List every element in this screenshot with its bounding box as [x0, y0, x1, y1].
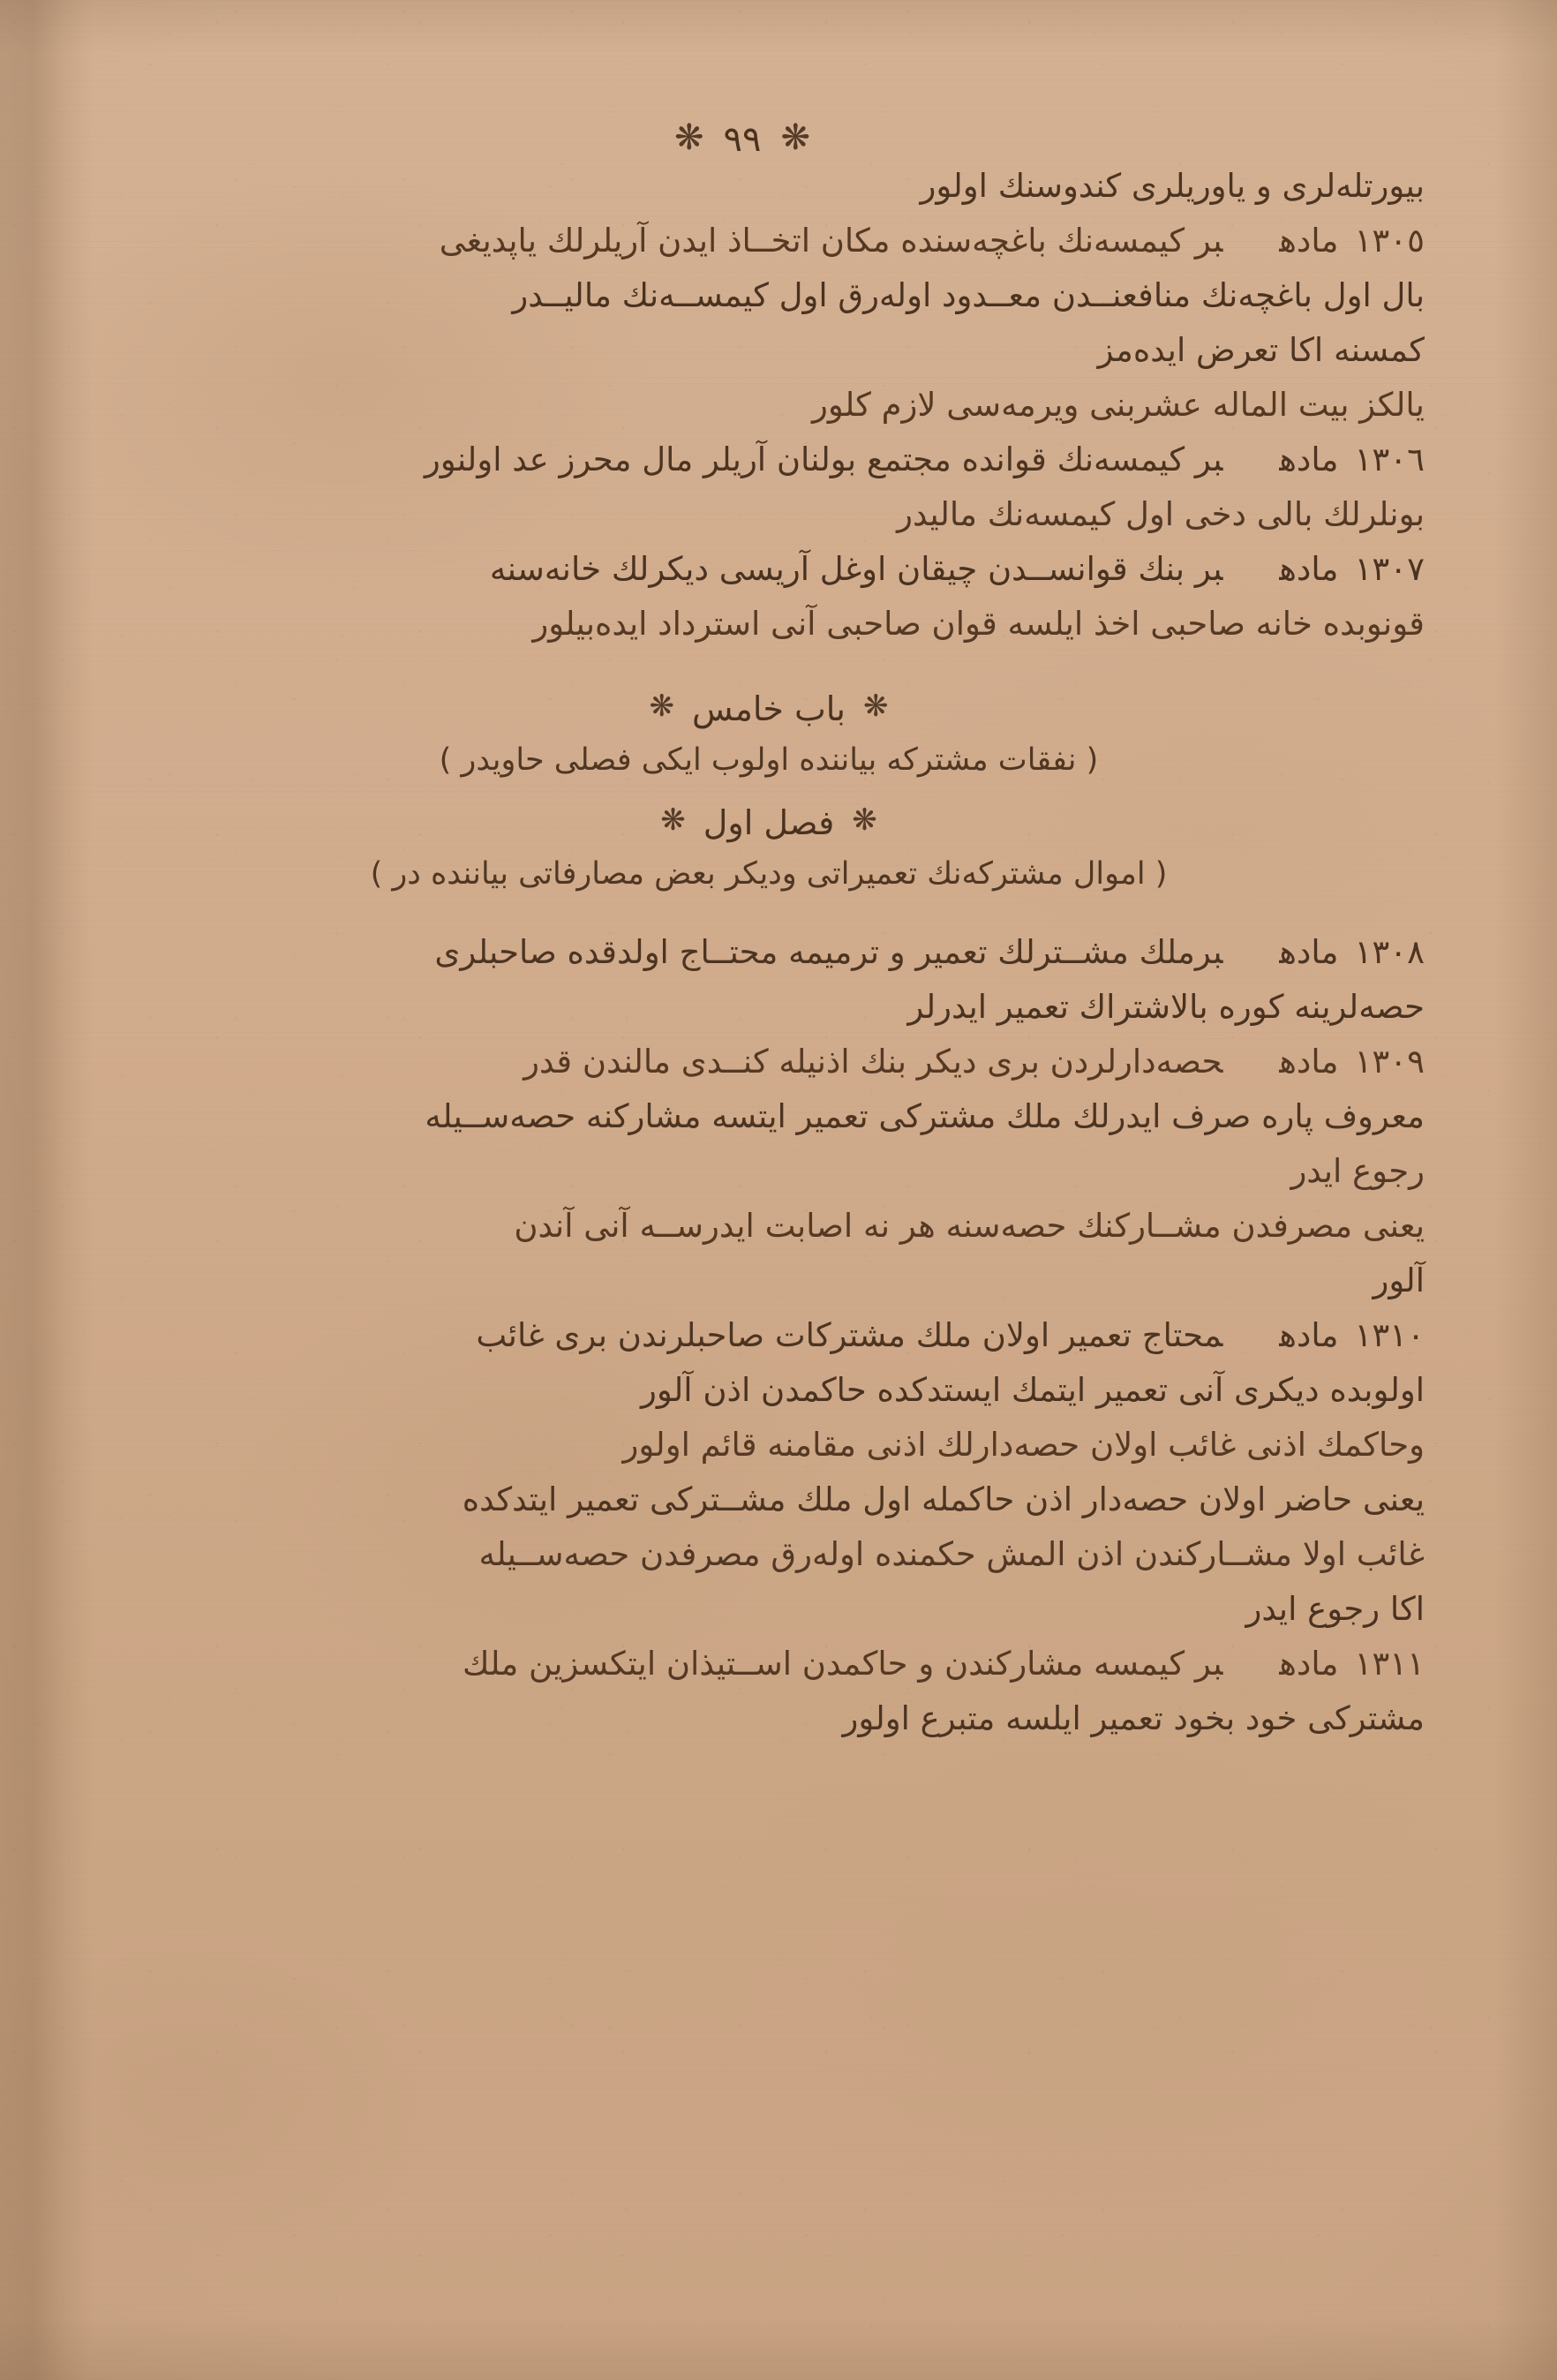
body-line: معروف پاره صرف ایدرلك ملك مشتركی تعمیر ایتسه مشاركنه حصه‌ســیله	[425, 1097, 1425, 1135]
article-number: ١٣٠٧	[1354, 550, 1425, 588]
article-number: ١٣٠٩	[1354, 1043, 1425, 1081]
article-text: بر کیمسه‌نك قوانده مجتمع بولنان آریلر مال محرز عد اولنور	[424, 441, 1223, 478]
section-heading-subtitle: ( اموال مشتركه‌نك تعمیراتی ودیكر بعض مصارفاتی بیاننده در )	[370, 856, 1168, 892]
article-number: ١٣٠٨	[1354, 933, 1425, 971]
body-line: کمسنه اكا تعرض ایدەمز	[1097, 331, 1425, 369]
section-heading	[166, 802, 1425, 842]
page-edge-shadow-bottom	[0, 2318, 1557, 2380]
floral-ornament-icon: ❋	[660, 802, 686, 838]
article-opening-line	[166, 550, 1425, 588]
article-opening-line	[166, 1316, 1425, 1354]
body-line: بال اول باغچه‌نك منافعنــدن معــدود اولەرق اول کیمســه‌نك مالیــدر	[512, 276, 1425, 314]
article-keyword: ماده	[1279, 1316, 1339, 1354]
floral-ornament-icon: ❋	[674, 117, 704, 158]
chapter-heading	[166, 689, 1425, 728]
body-line: وحاكمك اذنی غائب اولان حصه‌دارلك اذنی مقامنه قائم اولور	[622, 1426, 1425, 1464]
body-line: رجوع ایدر	[1290, 1152, 1425, 1190]
body-line: بونلرلك بالی دخی اول کیمسه‌نك مالیدر	[897, 495, 1425, 533]
article-opening-line	[166, 443, 1425, 476]
body-line: اولوبده دیكری آنی تعمیر ایتمك ایستدكده حاكمدن اذن آلور	[641, 1371, 1425, 1409]
article-text: بر بنك قوانســدن چیقان اوغل آریسی دیكرلك خانه‌سنه	[489, 550, 1223, 588]
floral-ornament-icon: ❋	[649, 689, 675, 724]
floral-ornament-icon: ❋	[780, 117, 810, 158]
section-spacer	[166, 776, 1425, 806]
article-number: ١٣٠٥	[1354, 222, 1425, 260]
chapter-heading-title: باب خامس	[692, 689, 846, 728]
body-line: یالکز بیت الماله عشربنی ویرمه‌سی لازم كلور	[812, 386, 1425, 424]
article-keyword: ماده	[1279, 222, 1339, 260]
page-edge-shadow-right	[1495, 0, 1557, 2380]
body-line: بیورتلەلری و یاوریلری کندوسنك اولور	[920, 167, 1425, 205]
section-spacer	[166, 662, 1425, 692]
chapter-heading-subtitle: ( نفقات مشتركه بیاننده اولوب ایكی فصلی حاویدر )	[439, 742, 1099, 778]
page-edge-shadow-top	[0, 0, 1557, 53]
article-text: بر کیمسه مشاركندن و حاكمدن اســتیذان ایتكسزین ملك	[463, 1645, 1223, 1683]
page-header	[166, 117, 1425, 160]
section-spacer	[166, 890, 1425, 920]
body-line: یعنی حاضر اولان حصه‌دار اذن حاكمله اول ملك مشــتركی تعمیر ایتدكده	[462, 1480, 1425, 1518]
body-line: آلور	[1373, 1262, 1425, 1299]
body-line: مشتركی خود بخود تعمیر ایلسه متبرع اولور	[842, 1699, 1425, 1737]
article-text: حصه‌دارلردن بری دیكر بنك اذنیله کنــدی مالندن قدر	[523, 1043, 1223, 1081]
article-opening-line	[166, 222, 1425, 260]
article-number: ١٣١٠	[1354, 1316, 1425, 1354]
body-line: یعنی مصرفدن مشــاركنك حصه‌سنه هر نه اصابت ایدرســه آنی آندن	[514, 1207, 1425, 1245]
floral-ornament-icon: ❋	[852, 802, 877, 838]
body-line: غائب اولا مشــاركندن اذن المش حكمنده اولەرق مصرفدن حصه‌ســیله	[478, 1535, 1425, 1573]
article-text: محتاج تعمیر اولان ملك مشتركات صاحبلرندن بری غائب	[476, 1316, 1223, 1354]
floral-ornament-icon: ❋	[862, 689, 889, 724]
body-line: قونوبده خانه صاحبی اخذ ایلسه قوان صاحبی آنی استرداد ایده‌بیلور	[532, 605, 1425, 643]
article-keyword: ماده	[1279, 933, 1339, 971]
body-line: حصه‌لرینه كوره بالاشتراك تعمیر ایدرلر	[907, 988, 1425, 1026]
binding-gutter-shadow	[0, 0, 92, 2380]
article-opening-line	[166, 933, 1425, 971]
article-text: بر کیمسه‌نك باغچه‌سنده مکان اتخــاذ ایدن آریلرلك یاپدیغی	[439, 222, 1223, 260]
article-number: ١٣١١	[1354, 1645, 1425, 1683]
body-line: اكا رجوع ایدر	[1245, 1590, 1425, 1628]
article-opening-line	[166, 1645, 1425, 1683]
page-text-block	[166, 117, 1425, 1757]
article-opening-line	[166, 1043, 1425, 1081]
page-number: ٩٩	[723, 119, 762, 160]
article-keyword: ماده	[1279, 1645, 1339, 1683]
article-text: برملك مشــترلك تعمیر و ترمیمه محتــاج اولدقده صاحبلری	[434, 933, 1223, 971]
section-heading-title: فصل اول	[703, 803, 835, 842]
article-keyword: ماده	[1279, 550, 1339, 588]
article-keyword: ماده	[1279, 1043, 1339, 1081]
article-keyword: ماده	[1279, 441, 1339, 478]
article-number: ١٣٠٦	[1354, 441, 1425, 478]
